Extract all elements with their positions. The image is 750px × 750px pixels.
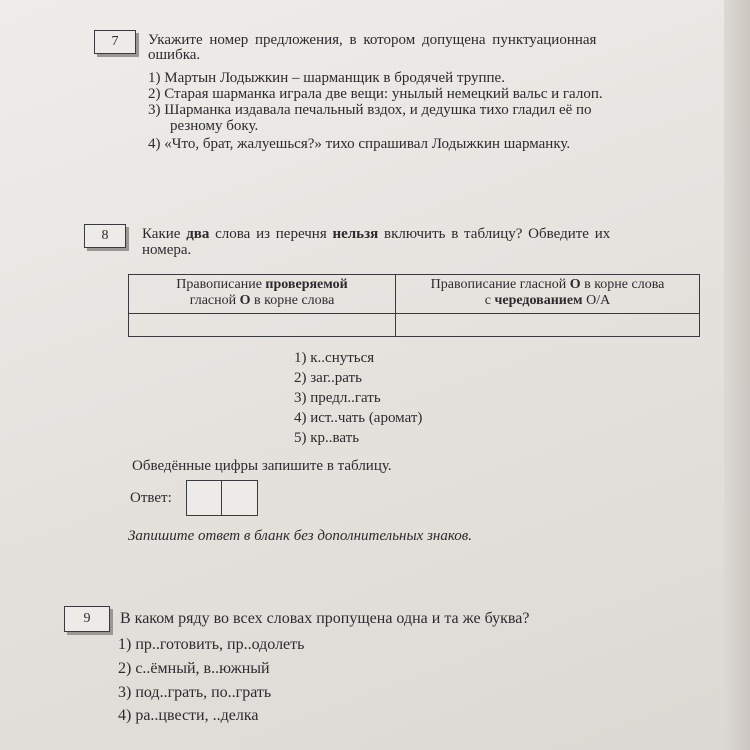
task8-word-1: 1) к..снуться — [294, 350, 375, 366]
col2-text-b: в корне слова — [580, 277, 665, 292]
task8-q-text-1: Какие — [142, 226, 187, 242]
task9-number: 9 — [83, 611, 91, 626]
task8-question-line2: номера. — [142, 242, 192, 258]
task8-word-4: 4) ист..чать (аромат) — [294, 410, 423, 426]
table-header-col1 — [129, 275, 396, 314]
task9-option-1: 1) пр..готовить, пр..одолеть — [118, 636, 305, 653]
task9-option-4: 4) ра..цвести, ..делка — [118, 707, 259, 724]
task7-number: 7 — [111, 34, 119, 49]
task9-option-2: 2) с..ёмный, в..южный — [118, 660, 270, 677]
col1-text-b: гласной — [189, 293, 240, 308]
col1-text-c: в корне слова — [250, 293, 335, 308]
task9-question: В каком ряду во всех словах пропущена одна и та же буква? — [120, 610, 530, 627]
col1-text-a: Правописание — [176, 277, 266, 292]
table-cell-col2-empty[interactable] — [396, 314, 700, 337]
task8-number-box — [84, 224, 126, 248]
task9-number-box — [64, 606, 110, 632]
task8-answer-label: Ответ: — [130, 490, 172, 506]
table-cell-col1-empty[interactable] — [129, 314, 396, 337]
task8-q-text-2: слова из перечня — [209, 226, 333, 242]
task8-word-3: 3) предл..гать — [294, 390, 381, 406]
col2-bold2: чередованием — [494, 293, 583, 308]
table-header-col2 — [396, 275, 700, 314]
col1-bold2: О — [239, 293, 251, 308]
task7-option-2: 2) Старая шарманка играла две вещи: унылый немецкий вальс и галоп. — [148, 86, 603, 102]
task8-word-5: 5) кр..вать — [294, 430, 360, 446]
task7-option-1: 1) Мартын Лодыжкин – шарманщик в бродячей труппе. — [148, 70, 505, 86]
task7-option-4: 4) «Что, брат, жалуешься?» тихо спрашивал Лодыжкин шарманку. — [148, 136, 571, 152]
col2-bold: О — [569, 277, 581, 292]
task7-option-3-cont: резному боку. — [170, 118, 259, 134]
task8-q-text-3: включить в таблицу? Обведите их — [378, 226, 611, 242]
task8-note: Запишите ответ в бланк без дополнительных знаков. — [128, 528, 473, 544]
task8-table — [128, 274, 700, 337]
task7-number-box — [94, 30, 136, 54]
task8-q-bold-2: нельзя — [332, 226, 379, 242]
task7-option-3: 3) Шарманка издавала печальный вздох, и дедушка тихо гладил её по — [148, 102, 592, 118]
col2-text-c: с — [484, 293, 495, 308]
answer-cell-divider — [221, 481, 222, 515]
task8-word-2: 2) заг..рать — [294, 370, 362, 386]
task7-question-line2: ошибка. — [148, 47, 201, 63]
task9-option-3: 3) под..грать, по..грать — [118, 684, 272, 701]
task8-q-bold-1: два — [186, 226, 210, 242]
col2-text-a: Правописание гласной — [430, 277, 570, 292]
col1-bold: проверяемой — [265, 277, 348, 292]
col2-text-d: О/А — [582, 293, 611, 308]
task7-question-line1: Укажите номер предложения, в котором допущена пунктуационная — [148, 32, 597, 48]
task8-question-line1 — [142, 226, 610, 243]
page-edge-shadow — [724, 0, 750, 750]
task8-answer-box[interactable] — [186, 480, 258, 516]
task8-instruction: Обведённые цифры запишите в таблицу. — [132, 458, 392, 474]
task8-number: 8 — [101, 228, 109, 243]
